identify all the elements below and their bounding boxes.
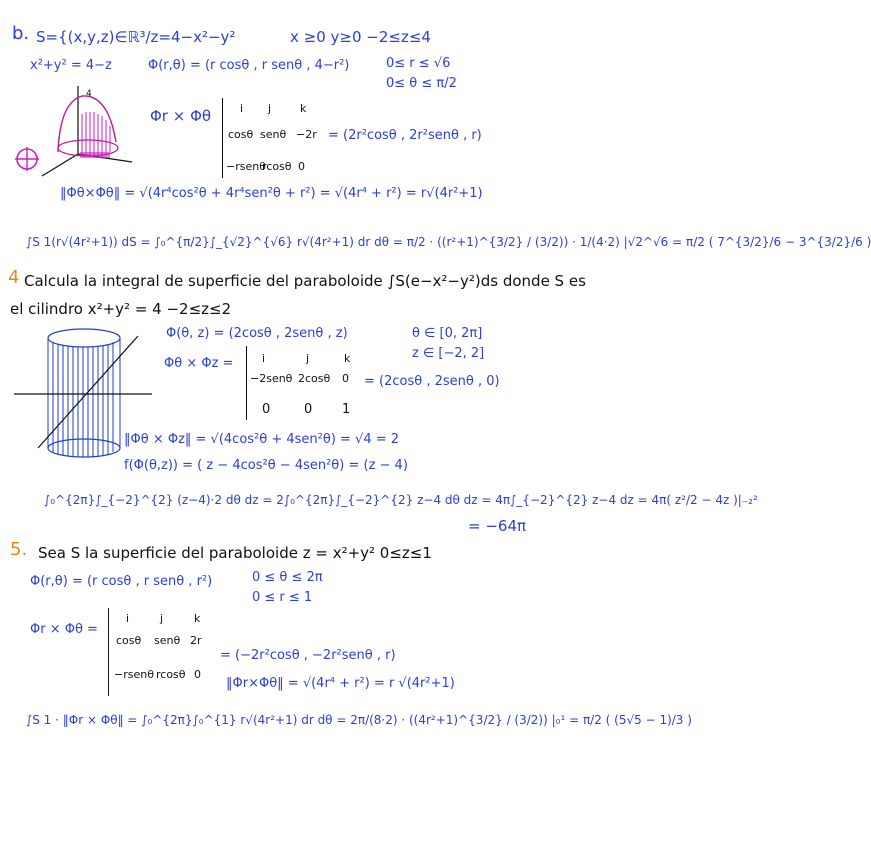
cross-product-label-b: Φr × Φθ: [150, 107, 212, 125]
norm-line-5: ‖Φr×Φθ‖ = √(4r⁴ + r²) = r √(4r²+1): [226, 676, 455, 691]
problem-5-statement: Sea S la superficie del paraboloide z = x²+y² 0≤z≤1: [38, 544, 432, 562]
matrix-j-5: j: [160, 612, 164, 625]
matrix-b-r1c2: senθ: [260, 128, 287, 141]
cross-result-4: = (2cosθ , 2senθ , 0): [364, 374, 500, 389]
cross-result-b: = (2r²cosθ , 2r²senθ , r): [328, 128, 482, 143]
matrix-4-r1c1: −2senθ: [250, 372, 293, 385]
parametrization-5: Φ(r,θ) = (r cosθ , r senθ , r²): [30, 574, 213, 589]
matrix-i-b: i: [240, 102, 244, 115]
matrix-b-r1c3: −2r: [296, 128, 317, 141]
norm-line-b: ‖Φθ×Φθ‖ = √(4r⁴cos²θ + 4r⁴sen²θ + r²) = √(4r⁴ + r²) = r√(4r²+1): [60, 186, 483, 201]
parametrization-4: Φ(θ, z) = (2cosθ , 2senθ , z): [166, 326, 348, 341]
matrix-i-4: i: [262, 352, 266, 365]
matrix-b-r2c3: 0: [298, 160, 305, 173]
matrix-4-r1c3: 0: [342, 372, 349, 385]
matrix-bar-4: [246, 346, 247, 420]
integral-line-b: ∫S 1(r√(4r²+1)) dS = ∫₀^{π/2}∫_{√2}^{√6} r√(4r²+1) dr dθ = π/2 · ((r²+1)^{3/2} / (3/2)) · 1/(4·2) |√2^√6 = π/2 ( 7^{3/2}/6 − 3^{3/2}/6 ): [26, 235, 871, 249]
norm-line-4: ‖Φθ × Φz‖ = √(4cos²θ + 4sen²θ) = √4 = 2: [124, 432, 400, 447]
matrix-k-5: k: [194, 612, 201, 625]
z-range-4: z ∈ [−2, 2]: [412, 346, 485, 361]
matrix-4-r1c2: 2cosθ: [298, 372, 331, 385]
matrix-j-4: j: [306, 352, 310, 365]
section-b-label: b.: [12, 23, 30, 44]
matrix-5-r2c3: 0: [194, 668, 201, 681]
matrix-5-r1c3: 2r: [190, 634, 202, 647]
matrix-k-b: k: [300, 102, 307, 115]
parametrization: Φ(r,θ) = (r cosθ , r senθ , 4−r²): [148, 58, 350, 73]
theta-range: 0≤ θ ≤ π/2: [386, 76, 457, 91]
matrix-k-4: k: [344, 352, 351, 365]
matrix-5-r1c2: senθ: [154, 634, 181, 647]
section-5-label: 5.: [10, 539, 28, 560]
matrix-j-b: j: [268, 102, 272, 115]
circle-equation: x²+y² = 4−z: [30, 58, 112, 73]
function-line-4: f(Φ(θ,z)) = ( z − 4cos²θ − 4sen²θ) = (z − 4): [124, 458, 408, 473]
matrix-bar-5: [108, 608, 109, 696]
set-conditions: x ≥0 y≥0 −2≤z≤4: [290, 28, 431, 46]
matrix-5-r1c1: cosθ: [116, 634, 142, 647]
matrix-4-r2c3: 1: [342, 402, 351, 417]
cross-product-label-4: Φθ × Φz =: [164, 356, 234, 371]
set-definition: S={(x,y,z)∈ℝ³/z=4−x²−y²: [36, 28, 236, 46]
matrix-bar-b: [222, 98, 223, 178]
svg-text:4: 4: [86, 89, 92, 99]
matrix-5-r2c2: rcosθ: [156, 668, 186, 681]
integral-line-5: ∫S 1 · ‖Φr × Φθ‖ = ∫₀^{2π}∫₀^{1} r√(4r²+1) dr dθ = 2π/(8·2) · ((4r²+1)^{3/2} / (3/2)) |₀¹ = π/2 ( (5√5 − 1)/3 ): [26, 713, 692, 727]
crosshair-mark: [14, 146, 40, 172]
result-4: = −64π: [468, 517, 527, 535]
theta-range-5: 0 ≤ θ ≤ 2π: [252, 570, 323, 585]
r-range-5: 0 ≤ r ≤ 1: [252, 590, 313, 605]
matrix-b-r1c1: cosθ: [228, 128, 254, 141]
r-range: 0≤ r ≤ √6: [386, 56, 451, 71]
matrix-b-r2c1: −rsenθ: [226, 160, 266, 173]
section-4-label: 4: [8, 267, 20, 288]
matrix-b-r2c2: rcosθ: [262, 160, 292, 173]
cross-product-label-5: Φr × Φθ =: [30, 622, 98, 637]
matrix-5-r2c1: −rsenθ: [114, 668, 154, 681]
cross-result-5: = (−2r²cosθ , −2r²senθ , r): [220, 648, 396, 663]
problem-4-statement-2: el cilindro x²+y² = 4 −2≤z≤2: [10, 300, 232, 318]
matrix-i-5: i: [126, 612, 130, 625]
theta-range-4: θ ∈ [0, 2π]: [412, 326, 483, 341]
matrix-4-r2c2: 0: [304, 402, 313, 417]
integral-line-4: ∫₀^{2π}∫_{−2}^{2} (z−4)·2 dθ dz = 2∫₀^{2π}∫_{−2}^{2} z−4 dθ dz = 4π∫_{−2}^{2} z−4 dz = 4π( z²/2 − 4z )|₋₂²: [44, 493, 758, 507]
matrix-4-r2c1: 0: [262, 402, 271, 417]
problem-4-statement-1: Calcula la integral de superficie del paraboloide ∫S(e−x²−y²)ds donde S es: [24, 272, 586, 290]
